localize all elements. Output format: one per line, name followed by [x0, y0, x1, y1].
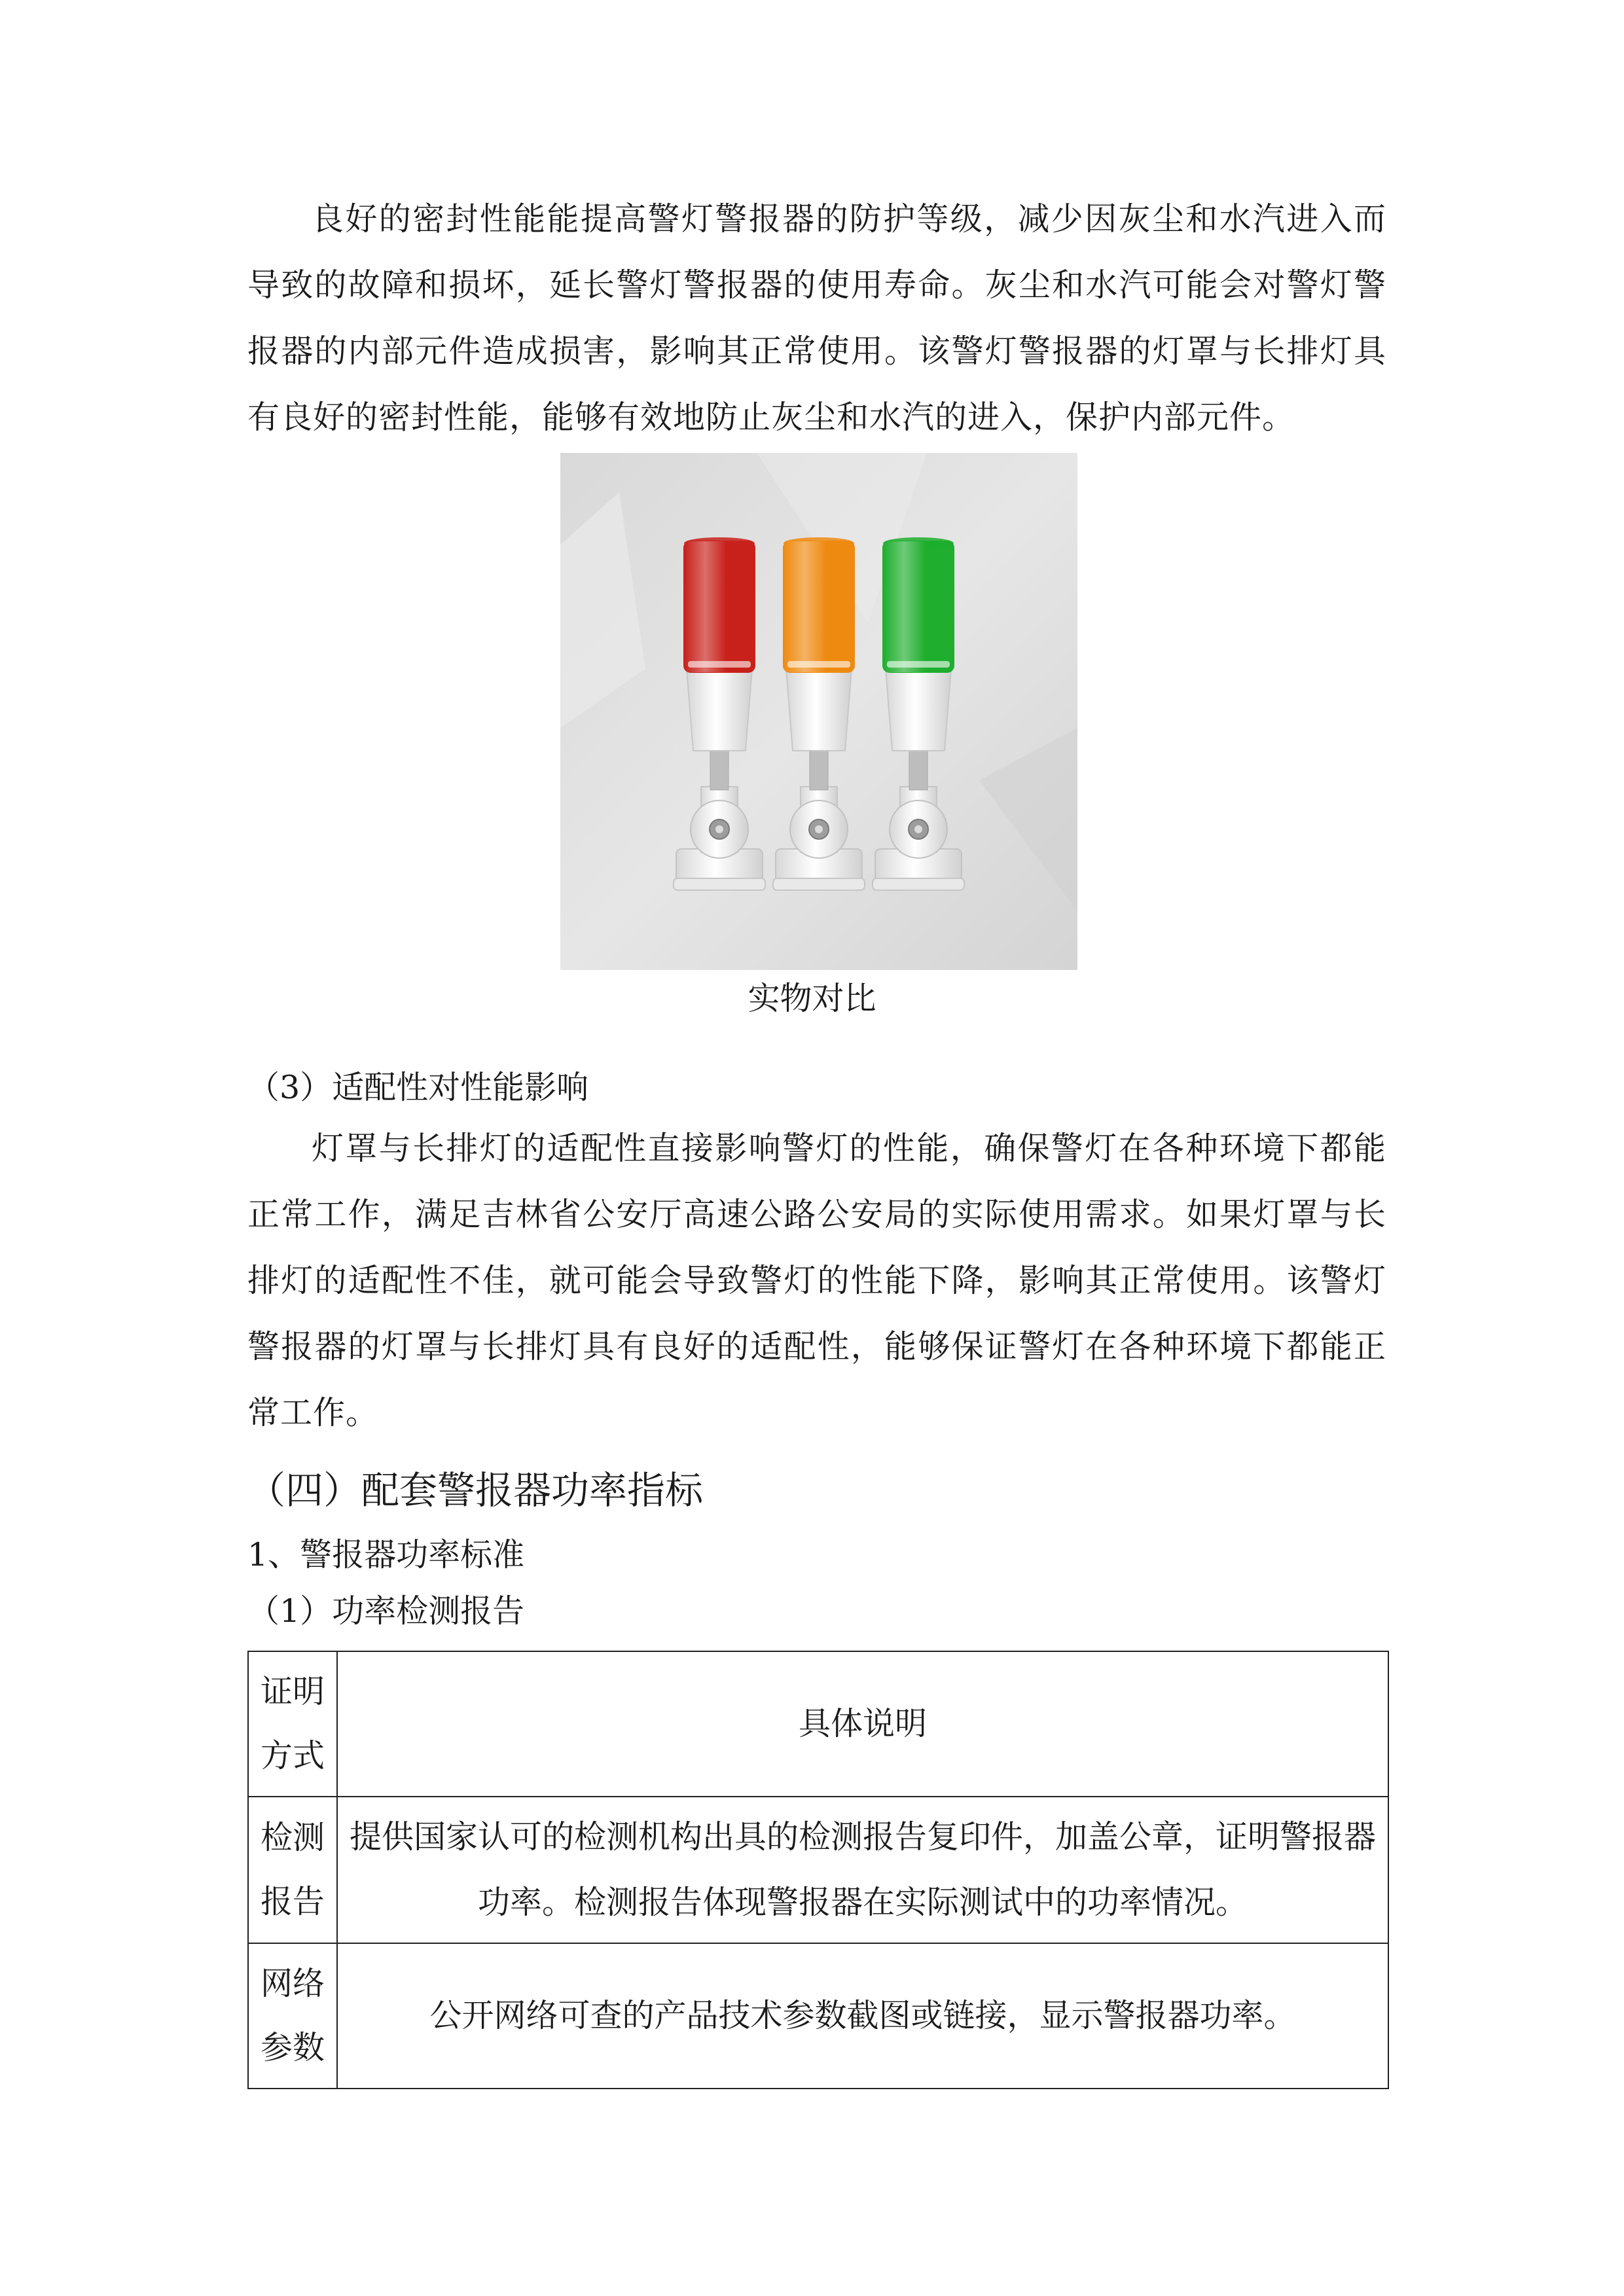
row-description-cell: 公开网络可查的产品技术参数截图或链接，显示警报器功率。: [337, 1943, 1388, 2089]
subheading-power-standard: 1、警报器功率标准: [247, 1536, 525, 1573]
subheading-power-report: （1）功率检测报告: [247, 1592, 525, 1630]
lamp-body: [786, 669, 852, 751]
section-title: （四）配套警报器功率指标: [247, 1468, 704, 1513]
row-method-cell: 网络参数: [248, 1943, 337, 2089]
table-header-row: [248, 1651, 1388, 1797]
signal-lights-illustration: [560, 453, 1077, 970]
table-row: [248, 1943, 1388, 2089]
fit-heading: （3）适配性对性能影响: [247, 1069, 589, 1106]
paragraph-fit: 灯罩与长排灯的适配性直接影响警灯的性能，确保警灯在各种环境下都能正常工作，满足吉林省公安厅高速公路公安局的实际使用需求。如果灯罩与长排灯的适配性不佳，就可能会导致警灯的性能下降，影响其正常使用。该警灯警报器的灯罩与长排灯具有良好的适配性，能够保证警灯在各种环境下都能正常工作。: [247, 1130, 1386, 1431]
row-method-cell: 检测报告: [248, 1797, 337, 1943]
signal-lights-photo: [560, 453, 1077, 970]
power-proof-table: [247, 1651, 1389, 2089]
row-description-cell: 提供国家认可的检测机构出具的检测报告复印件，加盖公章，证明警报器功率。检测报告体现警报器在实际测试中的功率情况。: [337, 1797, 1388, 1943]
header-cell-description: 具体说明: [337, 1651, 1388, 1797]
lamp-body: [687, 669, 752, 751]
figure-caption: 实物对比: [748, 980, 876, 1017]
table-row: [248, 1797, 1388, 1943]
header-cell-method: 证明方式: [248, 1651, 337, 1797]
paragraph-sealing: 良好的密封性能能提高警灯警报器的防护等级，减少因灰尘和水汽进入而导致的故障和损坏，延长警灯警报器的使用寿命。灰尘和水汽可能会对警灯警报器的内部元件造成损害，影响其正常使用。该警灯警报器的灯罩与长排灯具有良好的密封性能，能够有效地防止灰尘和水汽的进入，保护内部元件。: [247, 200, 1386, 436]
lamp-body: [886, 669, 951, 751]
